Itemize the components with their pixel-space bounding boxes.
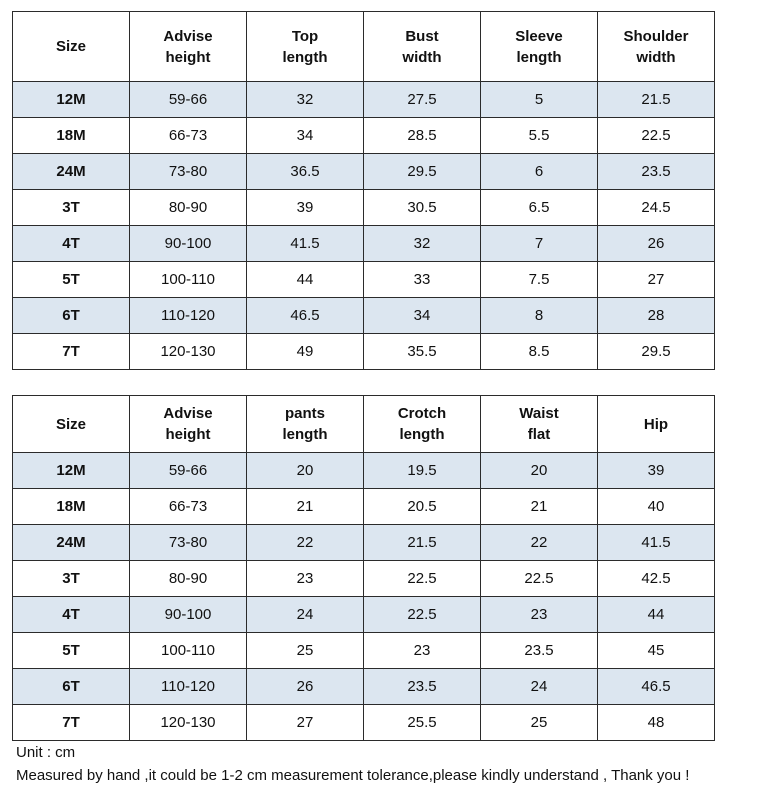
- column-header: [481, 396, 598, 453]
- column-header-line: length: [516, 48, 562, 66]
- table-row: [13, 226, 715, 262]
- table-row: [13, 190, 715, 226]
- column-header-line: Hip: [643, 415, 669, 433]
- table-row: [13, 453, 715, 489]
- table-cell: 25.5: [364, 705, 481, 741]
- size-cell: 7T: [13, 705, 130, 741]
- table-cell: 90-100: [130, 597, 247, 633]
- table-cell: 21.5: [598, 82, 715, 118]
- table-cell: 27.5: [364, 82, 481, 118]
- table-cell: 24.5: [598, 190, 715, 226]
- column-header-line: length: [282, 426, 328, 443]
- column-header: [130, 12, 247, 82]
- table-cell: 42.5: [598, 561, 715, 597]
- table-cell: 36.5: [247, 154, 364, 190]
- table-cell: 66-73: [130, 489, 247, 525]
- table-cell: 20.5: [364, 489, 481, 525]
- table-cell: 21.5: [364, 525, 481, 561]
- table-cell: 28.5: [364, 118, 481, 154]
- table-cell: 49: [247, 334, 364, 370]
- size-cell: 7T: [13, 334, 130, 370]
- column-header: [13, 396, 130, 453]
- table-cell: 28: [598, 298, 715, 334]
- table-cell: 5.5: [481, 118, 598, 154]
- table-row: [13, 154, 715, 190]
- table-cell: 7: [481, 226, 598, 262]
- table-cell: 25: [481, 705, 598, 741]
- table-cell: 41.5: [598, 525, 715, 561]
- column-header-line: Advise: [163, 405, 213, 422]
- table-cell: 21: [247, 489, 364, 525]
- table-cell: 22.5: [364, 561, 481, 597]
- table-row: [13, 118, 715, 154]
- column-header-line: length: [282, 48, 328, 66]
- bottom-table-body: [13, 453, 715, 741]
- column-header-line: Size: [55, 415, 86, 433]
- size-cell: 18M: [13, 489, 130, 525]
- column-header: [247, 396, 364, 453]
- header-row: [13, 396, 715, 453]
- top-size-table: [12, 11, 715, 370]
- table-cell: 23.5: [598, 154, 715, 190]
- table-cell: 23.5: [364, 669, 481, 705]
- size-cell: 4T: [13, 597, 130, 633]
- table-cell: 44: [247, 262, 364, 298]
- column-header-line: width: [402, 48, 442, 66]
- table-cell: 46.5: [247, 298, 364, 334]
- table-cell: 22.5: [598, 118, 715, 154]
- column-header-line: height: [165, 48, 211, 66]
- table-row: [13, 334, 715, 370]
- top-table-body: [13, 82, 715, 370]
- table-cell: 35.5: [364, 334, 481, 370]
- table-cell: 32: [247, 82, 364, 118]
- table-cell: 80-90: [130, 190, 247, 226]
- column-header: [130, 396, 247, 453]
- size-cell: 12M: [13, 453, 130, 489]
- size-cell: 5T: [13, 633, 130, 669]
- size-cell: 24M: [13, 154, 130, 190]
- size-cell: 6T: [13, 669, 130, 705]
- table-cell: 44: [598, 597, 715, 633]
- column-header-line: length: [399, 426, 445, 443]
- table-cell: 6.5: [481, 190, 598, 226]
- column-header: [481, 12, 598, 82]
- table-cell: 34: [247, 118, 364, 154]
- table-cell: 27: [247, 705, 364, 741]
- table-row: [13, 597, 715, 633]
- table-cell: 46.5: [598, 669, 715, 705]
- column-header-line: height: [165, 426, 211, 443]
- table-row: [13, 705, 715, 741]
- column-header-line: Waist: [519, 405, 559, 422]
- column-header: [364, 396, 481, 453]
- column-header-line: pants: [284, 405, 325, 422]
- top-table-header: [13, 12, 715, 82]
- table-cell: 32: [364, 226, 481, 262]
- bottom-size-table: [12, 395, 715, 741]
- column-header: [364, 12, 481, 82]
- table-cell: 90-100: [130, 226, 247, 262]
- table-cell: 23: [481, 597, 598, 633]
- size-cell: 5T: [13, 262, 130, 298]
- bottom-table-header: [13, 396, 715, 453]
- column-header-line: Crotch: [397, 405, 447, 422]
- size-cell: 12M: [13, 82, 130, 118]
- table-cell: 33: [364, 262, 481, 298]
- table-cell: 73-80: [130, 154, 247, 190]
- table-cell: 120-130: [130, 705, 247, 741]
- column-header-line: Top: [291, 27, 319, 45]
- column-header-line: Size: [55, 38, 86, 55]
- table-cell: 8.5: [481, 334, 598, 370]
- table-cell: 22: [247, 525, 364, 561]
- table-cell: 48: [598, 705, 715, 741]
- table-cell: 23: [364, 633, 481, 669]
- column-header-line: Sleeve: [515, 27, 563, 45]
- table-cell: 80-90: [130, 561, 247, 597]
- table-cell: 40: [598, 489, 715, 525]
- table-row: [13, 633, 715, 669]
- table-cell: 7.5: [481, 262, 598, 298]
- size-cell: 18M: [13, 118, 130, 154]
- column-header-line: width: [636, 48, 676, 66]
- unit-note: Unit : cm: [16, 744, 76, 761]
- size-cell: 6T: [13, 298, 130, 334]
- table-cell: 39: [598, 453, 715, 489]
- header-row: [13, 12, 715, 82]
- table-row: [13, 525, 715, 561]
- size-cell: 3T: [13, 561, 130, 597]
- table-cell: 23: [247, 561, 364, 597]
- table-cell: 20: [481, 453, 598, 489]
- size-cell: 4T: [13, 226, 130, 262]
- table-cell: 34: [364, 298, 481, 334]
- column-header-line: Bust: [405, 27, 439, 45]
- table-cell: 23.5: [481, 633, 598, 669]
- table-cell: 120-130: [130, 334, 247, 370]
- table-row: [13, 561, 715, 597]
- size-cell: 24M: [13, 525, 130, 561]
- column-header: [598, 396, 715, 453]
- table-cell: 29.5: [364, 154, 481, 190]
- column-header-line: Advise: [163, 27, 213, 45]
- table-cell: 19.5: [364, 453, 481, 489]
- column-header: [247, 12, 364, 82]
- column-header-line: Shoulder: [623, 27, 689, 45]
- table-cell: 21: [481, 489, 598, 525]
- table-cell: 5: [481, 82, 598, 118]
- table-cell: 30.5: [364, 190, 481, 226]
- size-cell: 3T: [13, 190, 130, 226]
- table-row: [13, 82, 715, 118]
- table-cell: 26: [247, 669, 364, 705]
- table-cell: 22.5: [364, 597, 481, 633]
- tolerance-note: Measured by hand ,it could be 1-2 cm measurement tolerance,please kindly understand , Thank you !: [16, 767, 690, 784]
- table-cell: 24: [481, 669, 598, 705]
- column-header: [13, 12, 130, 82]
- column-header: [598, 12, 715, 82]
- table-cell: 27: [598, 262, 715, 298]
- table-row: [13, 262, 715, 298]
- column-header-line: flat: [527, 426, 551, 443]
- table-cell: 22.5: [481, 561, 598, 597]
- table-row: [13, 669, 715, 705]
- table-cell: 66-73: [130, 118, 247, 154]
- table-cell: 25: [247, 633, 364, 669]
- table-cell: 29.5: [598, 334, 715, 370]
- table-cell: 100-110: [130, 262, 247, 298]
- table-cell: 22: [481, 525, 598, 561]
- table-cell: 110-120: [130, 298, 247, 334]
- table-cell: 73-80: [130, 525, 247, 561]
- table-cell: 39: [247, 190, 364, 226]
- table-cell: 26: [598, 226, 715, 262]
- table-cell: 20: [247, 453, 364, 489]
- table-cell: 59-66: [130, 453, 247, 489]
- table-cell: 41.5: [247, 226, 364, 262]
- table-row: [13, 489, 715, 525]
- table-cell: 45: [598, 633, 715, 669]
- table-cell: 8: [481, 298, 598, 334]
- table-cell: 24: [247, 597, 364, 633]
- table-cell: 59-66: [130, 82, 247, 118]
- table-cell: 6: [481, 154, 598, 190]
- table-cell: 110-120: [130, 669, 247, 705]
- table-row: [13, 298, 715, 334]
- table-cell: 100-110: [130, 633, 247, 669]
